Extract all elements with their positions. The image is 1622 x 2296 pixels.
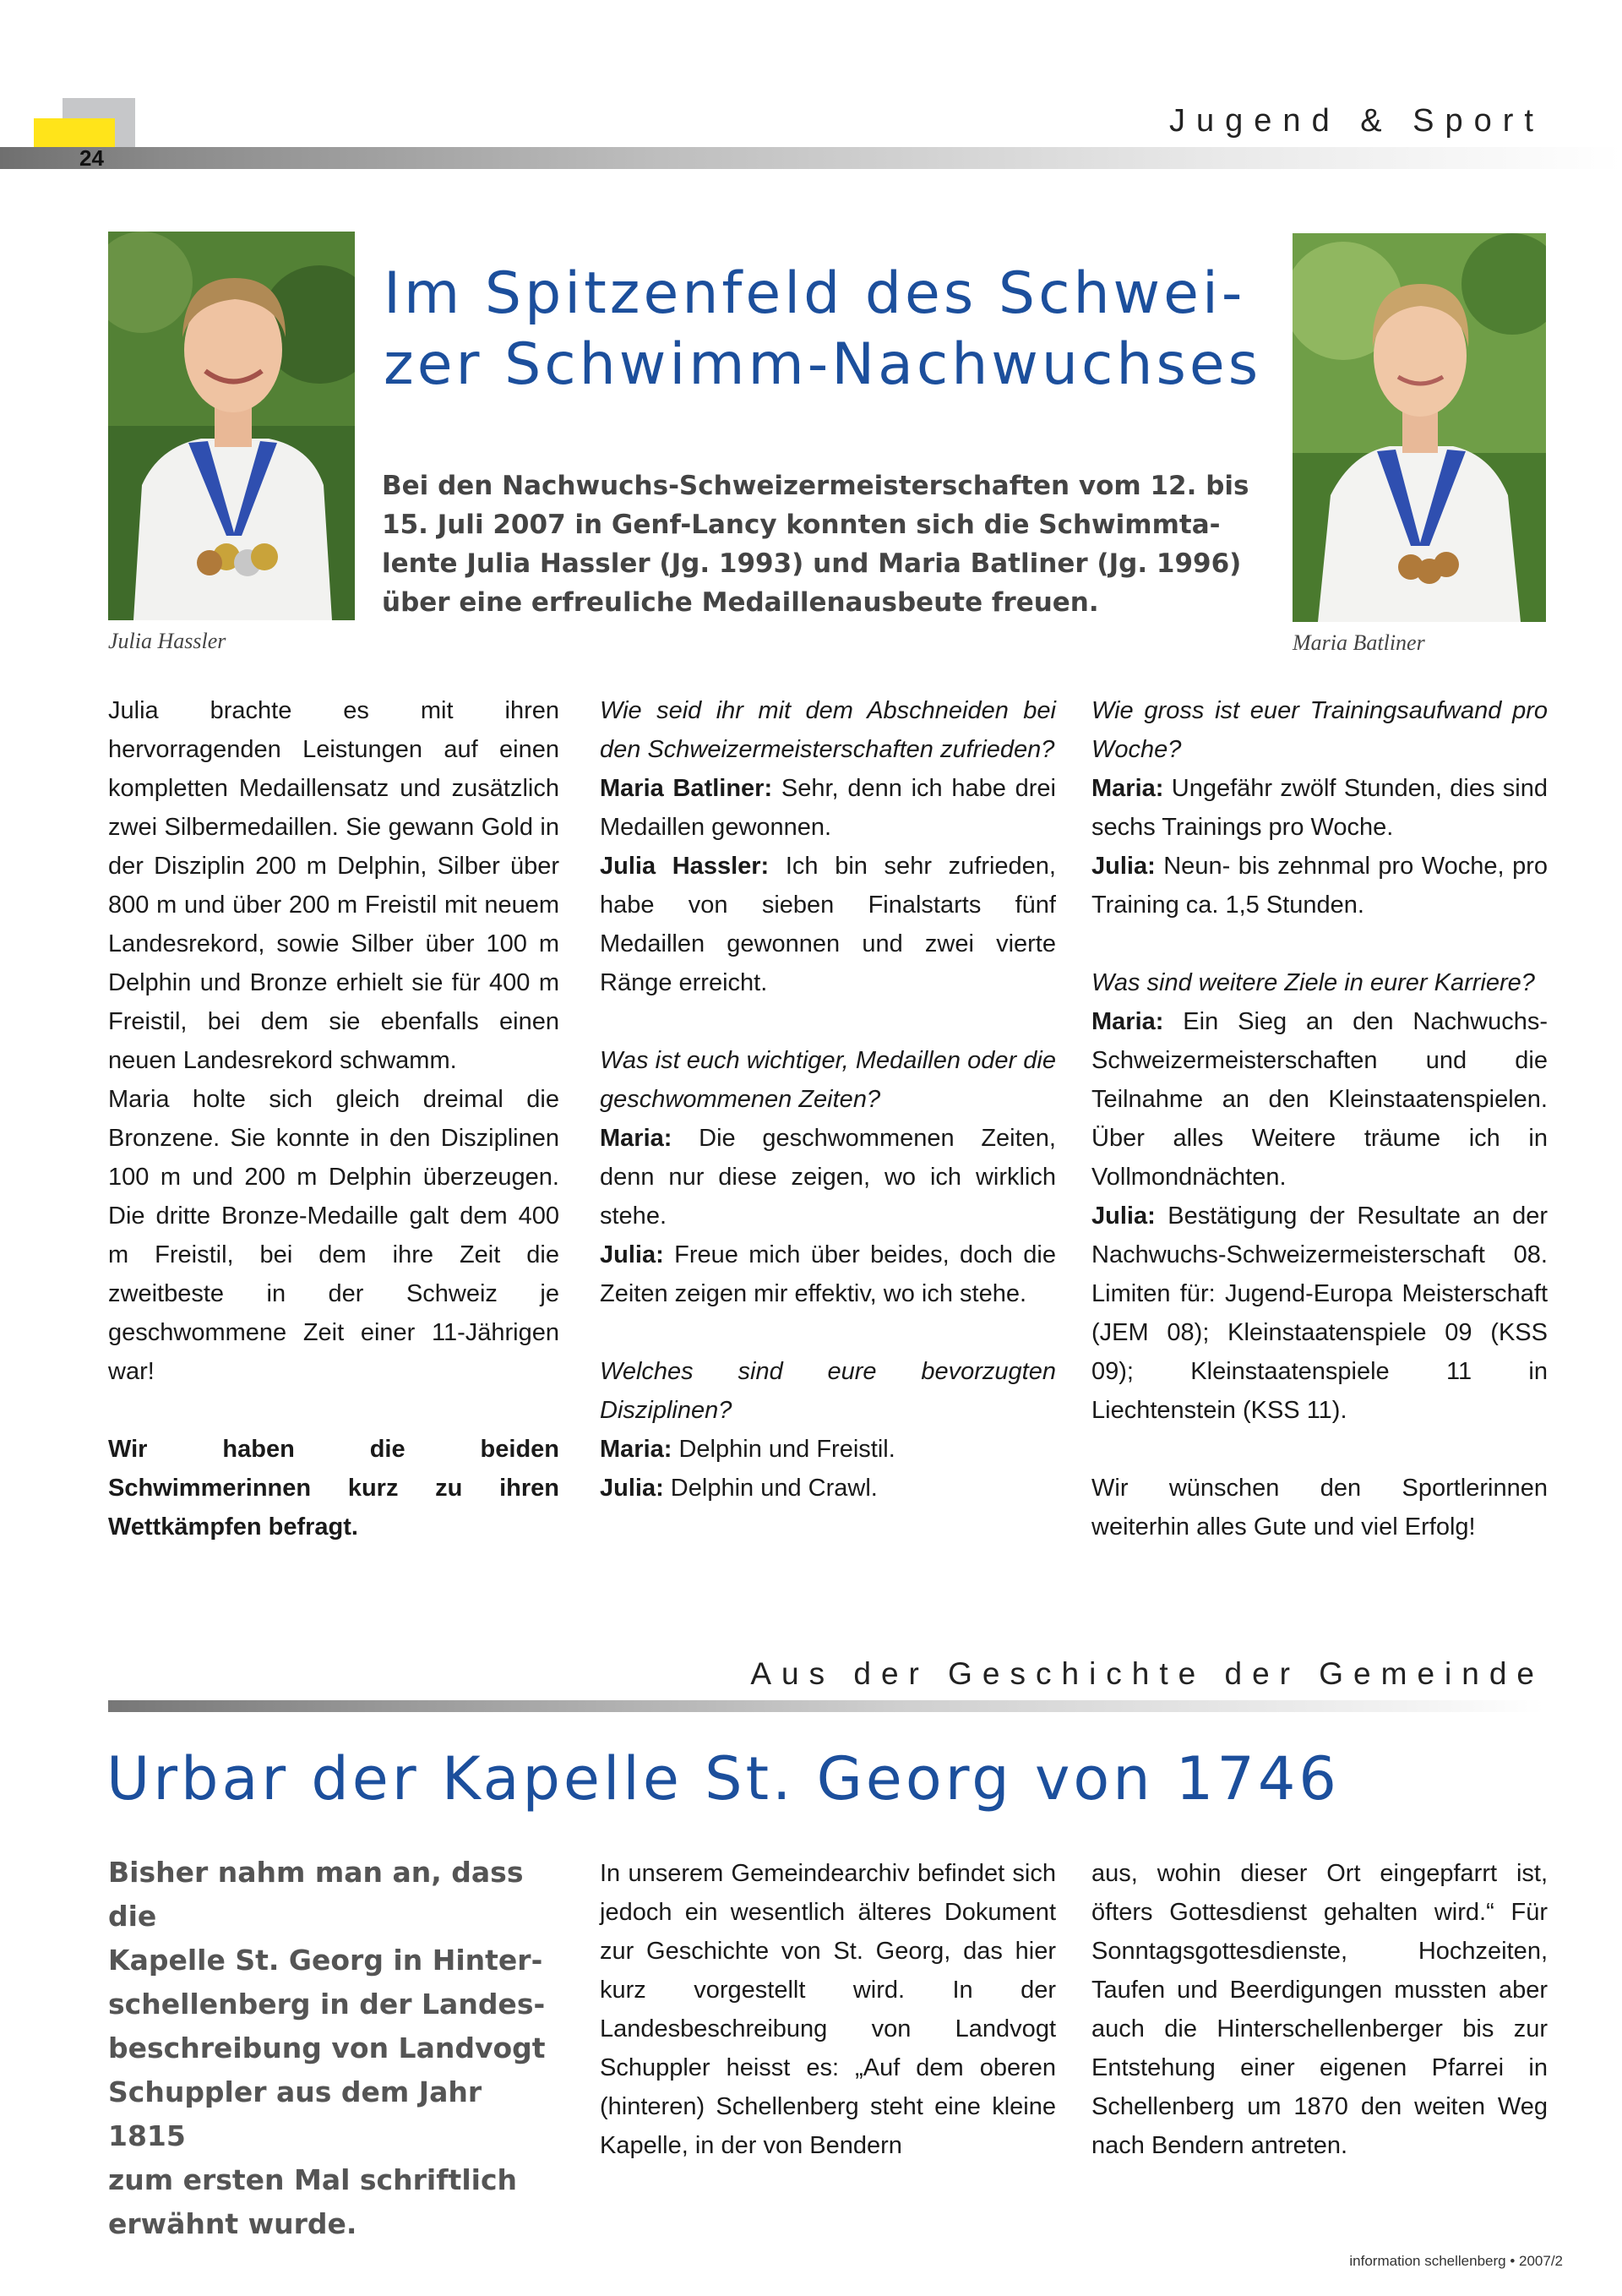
interview-question: Wie gross ist euer Trainingsaufwand pro Woche?: [1091, 697, 1548, 763]
body-paragraph: Julia brachte es mit ihren hervorragenden Leistungen auf einen kompletten Medaillensatz und zusätzlich zwei Silbermedaillen. Sie gewann Gold in der Disziplin 200 m Delphin, Silber über 800 m und über 200 m Freistil mit neuem Landesrekord, sowie Silber über 100 m Delphin und Bronze erhielt sie für 400 m Freistil, bei dem sie ebenfalls einen neuen Landesrekord schwamm.: [108, 697, 559, 1074]
lead-line: Schuppler aus dem Jahr 1815: [108, 2075, 482, 2152]
answer-text: Die geschwommenen Zeiten, denn nur diese zeigen, wo ich wirklich stehe.: [600, 1125, 1056, 1230]
interview-answer: [600, 769, 1056, 847]
article-lead-2: [108, 1851, 564, 2246]
lead-line: zum ersten Mal schriftlich: [108, 2163, 518, 2196]
interview-question: Was sind weitere Ziele in eurer Karriere?: [1091, 969, 1535, 996]
article-headline-2: Urbar der Kapelle St. Georg von 1746: [106, 1744, 1340, 1813]
answer-text: Neun- bis zehnmal pro Woche, pro Training ca. 1,5 Stunden.: [1091, 853, 1548, 919]
interview-answer: [600, 847, 1056, 1002]
header-gradient-bar: [0, 147, 1622, 169]
speaker-label: Julia Hassler:: [600, 853, 770, 880]
lead-line: Bisher nahm man an, dass die: [108, 1856, 524, 1933]
interview-answer: [1091, 847, 1548, 924]
article-2-column-2: [600, 1854, 1056, 2165]
answer-text: Freue mich über beides, doch die Zeiten zeigen mir effektiv, wo ich stehe.: [600, 1241, 1056, 1307]
speaker-label: Maria Batliner:: [600, 775, 773, 802]
section-label-history: Aus der Geschichte der Gemeinde: [750, 1656, 1544, 1691]
speaker-label: Julia:: [600, 1475, 664, 1502]
body-paragraph: Maria holte sich gleich dreimal die Bronzene. Sie konnte in den Disziplinen 100 m und 200 m Delphin überzeugen. Die dritte Bronze-Medaille galt dem 400 m Freistil, bei dem ihre Zeit die zweitbeste in der Schweiz je geschwommene Zeit einer 11-Jährigen war!: [108, 1086, 559, 1385]
answer-text: Bestätigung der Resultate an der Nachwuchs-Schweizermeisterschaft 08. Limiten für: Jugend-Europa Meisterschaft (JEM 08); Kleinstaatenspiele 09 (KSS 09); Kleinstaatenspiele 11 in Liechtenstein (KSS 11).: [1091, 1203, 1548, 1424]
lead-line: lente Julia Hassler (Jg. 1993) und Maria Batliner (Jg. 1996): [382, 548, 1242, 579]
headline-line-1: Im Spitzenfeld des Schwei-: [384, 260, 1246, 327]
speaker-label: Maria:: [1091, 775, 1164, 802]
caption-julia: Julia Hassler: [108, 629, 226, 653]
article-column-3: [1091, 691, 1548, 1546]
photo-julia-hassler: [108, 232, 355, 620]
interview-answer: [1091, 1002, 1548, 1197]
answer-text: Ich bin sehr zufrieden, habe von sieben Finalstarts fünf Medaillen gewonnen und zwei vierte Ränge erreicht.: [600, 853, 1056, 996]
body-paragraph-bold: Wir haben die beiden Schwimmerinnen kurz zu ihren Wettkämpfen befragt.: [108, 1436, 559, 1541]
interview-answer: [600, 1119, 1056, 1235]
article-lead: [382, 466, 1260, 622]
interview-question: Wie seid ihr mit dem Abschneiden bei den Schweizermeisterschaften zufrieden?: [600, 697, 1056, 763]
lead-line: Bei den Nachwuchs-Schweizermeisterschaften vom 12. bis: [382, 471, 1249, 501]
lead-line: beschreibung von Landvogt: [108, 2031, 546, 2064]
lead-line: über eine erfreuliche Medaillenausbeute freuen.: [382, 587, 1099, 618]
answer-text: Ein Sieg an den Nachwuchs-Schweizermeisterschaften und die Teilnahme an den Kleinstaatenspielen. Über alles Weitere träume ich in Vollmondnächten.: [1091, 1008, 1548, 1191]
answer-text: Delphin und Freistil.: [672, 1436, 895, 1463]
body-paragraph: aus, wohin dieser Ort eingepfarrt ist, öfters Gottesdienst gehalten wird.“ Für Sonntagsgottesdienste, Hochzeiten, Taufen und Beerdigungen mussten aber auch die Hinterschellenberger bis zur Entstehung einer eigenen Pfarrei in Schellenberg um 1870 den weiten Weg nach Bendern antreten.: [1091, 1860, 1548, 2159]
photo-maria-batliner: [1293, 233, 1546, 622]
closing-text: Wir wünschen den Sportlerinnen weiterhin alles Gute und viel Erfolg!: [1091, 1475, 1548, 1541]
interview-answer: [1091, 769, 1548, 847]
article-2-column-3: [1091, 1854, 1548, 2165]
interview-question: Welches sind eure bevorzugten Disziplinen?: [600, 1358, 1056, 1424]
lead-line: schellenberg in der Landes-: [108, 1988, 546, 2021]
speaker-label: Maria:: [1091, 1008, 1164, 1035]
speaker-label: Julia:: [1091, 1203, 1156, 1230]
caption-maria: Maria Batliner: [1293, 630, 1425, 655]
speaker-label: Julia:: [1091, 853, 1156, 880]
body-paragraph: In unserem Gemeindearchiv befindet sich jedoch ein wesentlich älteres Dokument zur Geschichte von St. Georg, das hier kurz vorgestellt wird. In der Landesbeschreibung von Landvogt Schuppler heisst es: „Auf dem oberen (hinteren) Schellenberg steht eine kleine Kapelle, in der von Bendern: [600, 1860, 1056, 2159]
page-number: 24: [79, 145, 104, 171]
section-divider-bar: [108, 1700, 1544, 1712]
lead-line: 15. Juli 2007 in Genf-Lancy konnten sich die Schwimmta-: [382, 510, 1221, 540]
speaker-label: Maria:: [600, 1125, 672, 1152]
speaker-label: Maria:: [600, 1436, 672, 1463]
interview-answer: [600, 1430, 1056, 1469]
article-column-2: [600, 691, 1056, 1508]
answer-text: Delphin und Crawl.: [663, 1475, 878, 1502]
interview-answer: [600, 1235, 1056, 1313]
interview-answer: [1091, 1197, 1548, 1430]
article-headline: [384, 259, 1261, 401]
page-footer: information schellenberg • 2007/2: [1349, 2253, 1563, 2269]
interview-answer: [600, 1469, 1056, 1508]
speaker-label: Julia:: [600, 1241, 664, 1268]
answer-text: Sehr, denn ich habe drei Medaillen gewonnen.: [600, 775, 1056, 841]
interview-question: Was ist euch wichtiger, Medaillen oder die geschwommenen Zeiten?: [600, 1047, 1056, 1113]
lead-line: Kapelle St. Georg in Hinter-: [108, 1944, 543, 1977]
headline-line-2: zer Schwimm-Nachwuchses: [384, 331, 1262, 398]
answer-text: Ungefähr zwölf Stunden, dies sind sechs Trainings pro Woche.: [1091, 775, 1548, 841]
article-column-1: [108, 691, 559, 1546]
lead-line: erwähnt wurde.: [108, 2207, 357, 2240]
section-label: Jugend & Sport: [1169, 103, 1544, 139]
